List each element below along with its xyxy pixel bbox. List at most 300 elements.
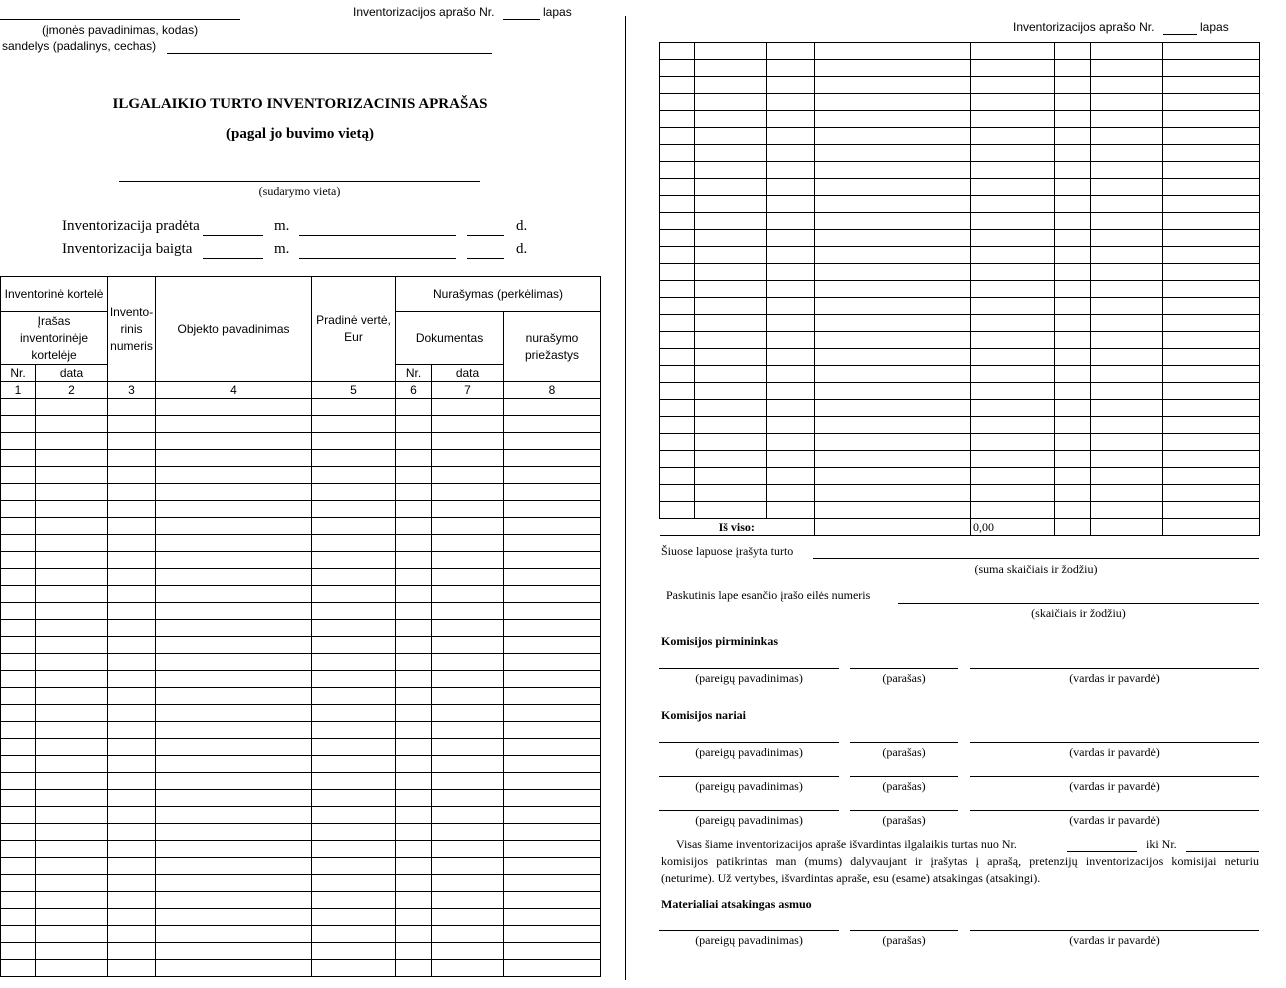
- table-cell[interactable]: [1163, 264, 1260, 281]
- table-cell[interactable]: [1055, 281, 1091, 298]
- table-cell[interactable]: [156, 739, 312, 756]
- table-cell[interactable]: [695, 366, 767, 383]
- table-cell[interactable]: [36, 875, 108, 892]
- table-cell[interactable]: [815, 315, 971, 332]
- table-cell[interactable]: [660, 264, 695, 281]
- table-cell[interactable]: [504, 824, 601, 841]
- table-cell[interactable]: [312, 739, 396, 756]
- table-cell[interactable]: [1, 518, 36, 535]
- table-cell[interactable]: [432, 807, 504, 824]
- table-cell[interactable]: [1091, 77, 1163, 94]
- table-cell[interactable]: [108, 943, 156, 960]
- table-cell[interactable]: [156, 518, 312, 535]
- table-cell[interactable]: [971, 400, 1055, 417]
- table-cell[interactable]: [432, 552, 504, 569]
- table-cell[interactable]: [767, 128, 815, 145]
- name-field[interactable]: [970, 742, 1259, 743]
- table-cell[interactable]: [156, 433, 312, 450]
- table-cell[interactable]: [1091, 111, 1163, 128]
- table-cell[interactable]: [971, 230, 1055, 247]
- table-cell[interactable]: [108, 620, 156, 637]
- table-cell[interactable]: [312, 569, 396, 586]
- table-cell[interactable]: [156, 807, 312, 824]
- table-cell[interactable]: [432, 773, 504, 790]
- table-cell[interactable]: [1, 960, 36, 977]
- table-cell[interactable]: [1, 586, 36, 603]
- table-cell[interactable]: [312, 909, 396, 926]
- table-cell[interactable]: [1055, 417, 1091, 434]
- table-cell[interactable]: [312, 535, 396, 552]
- table-cell[interactable]: [396, 484, 432, 501]
- table-cell[interactable]: [815, 434, 971, 451]
- table-cell[interactable]: [767, 485, 815, 502]
- table-cell[interactable]: [312, 552, 396, 569]
- table-cell[interactable]: [156, 450, 312, 467]
- table-cell[interactable]: [660, 111, 695, 128]
- table-cell[interactable]: [396, 569, 432, 586]
- name-field[interactable]: [970, 810, 1259, 811]
- table-cell[interactable]: [504, 416, 601, 433]
- table-cell[interactable]: [1055, 196, 1091, 213]
- table-cell[interactable]: [312, 824, 396, 841]
- table-cell[interactable]: [396, 637, 432, 654]
- table-cell[interactable]: [1, 756, 36, 773]
- inv-nr-field[interactable]: [503, 19, 540, 20]
- table-cell[interactable]: [36, 960, 108, 977]
- table-cell[interactable]: [1091, 298, 1163, 315]
- table-cell[interactable]: [504, 705, 601, 722]
- table-cell[interactable]: [432, 569, 504, 586]
- table-cell[interactable]: [312, 433, 396, 450]
- table-cell[interactable]: [1055, 434, 1091, 451]
- table-cell[interactable]: [1055, 451, 1091, 468]
- table-cell[interactable]: [1055, 468, 1091, 485]
- table-cell[interactable]: [396, 943, 432, 960]
- name-field[interactable]: [970, 776, 1259, 777]
- table-cell[interactable]: [36, 671, 108, 688]
- table-cell[interactable]: [767, 94, 815, 111]
- table-cell[interactable]: [1091, 332, 1163, 349]
- signature-field[interactable]: [850, 930, 958, 931]
- table-cell[interactable]: [312, 722, 396, 739]
- last-entry-field[interactable]: [898, 603, 1259, 604]
- table-cell[interactable]: [36, 739, 108, 756]
- table-cell[interactable]: [108, 552, 156, 569]
- table-cell[interactable]: [1163, 417, 1260, 434]
- position-field[interactable]: [659, 668, 839, 669]
- table-cell[interactable]: [156, 756, 312, 773]
- table-cell[interactable]: [504, 552, 601, 569]
- table-cell[interactable]: [396, 858, 432, 875]
- table-cell[interactable]: [971, 468, 1055, 485]
- table-cell[interactable]: [432, 824, 504, 841]
- table-cell[interactable]: [815, 60, 971, 77]
- table-cell[interactable]: [312, 654, 396, 671]
- table-cell[interactable]: [767, 366, 815, 383]
- table-cell[interactable]: [504, 535, 601, 552]
- table-cell[interactable]: [1055, 43, 1091, 60]
- table-cell[interactable]: [971, 60, 1055, 77]
- table-cell[interactable]: [36, 841, 108, 858]
- table-cell[interactable]: [1163, 468, 1260, 485]
- table-cell[interactable]: [156, 824, 312, 841]
- table-cell[interactable]: [312, 858, 396, 875]
- table-cell[interactable]: [504, 586, 601, 603]
- table-cell[interactable]: [1163, 247, 1260, 264]
- table-cell[interactable]: [432, 841, 504, 858]
- table-cell[interactable]: [767, 111, 815, 128]
- table-cell[interactable]: [660, 434, 695, 451]
- table-cell[interactable]: [396, 620, 432, 637]
- name-field[interactable]: [970, 668, 1259, 669]
- table-cell[interactable]: [767, 145, 815, 162]
- table-cell[interactable]: [1091, 128, 1163, 145]
- table-cell[interactable]: [432, 943, 504, 960]
- table-cell[interactable]: [396, 892, 432, 909]
- table-cell[interactable]: [156, 875, 312, 892]
- table-cell[interactable]: [695, 349, 767, 366]
- table-cell[interactable]: [36, 433, 108, 450]
- table-cell[interactable]: [312, 756, 396, 773]
- table-cell[interactable]: [971, 298, 1055, 315]
- table-cell[interactable]: [108, 960, 156, 977]
- table-cell[interactable]: [1091, 349, 1163, 366]
- table-cell[interactable]: [36, 909, 108, 926]
- signature-field[interactable]: [850, 668, 958, 669]
- table-cell[interactable]: [1055, 332, 1091, 349]
- table-cell[interactable]: [767, 315, 815, 332]
- table-cell[interactable]: [312, 892, 396, 909]
- table-cell[interactable]: [1163, 43, 1260, 60]
- table-cell[interactable]: [396, 722, 432, 739]
- table-cell[interactable]: [1163, 179, 1260, 196]
- table-cell[interactable]: [815, 502, 971, 519]
- table-cell[interactable]: [767, 230, 815, 247]
- table-cell[interactable]: [1163, 400, 1260, 417]
- table-cell[interactable]: [312, 841, 396, 858]
- table-cell[interactable]: [660, 485, 695, 502]
- table-cell[interactable]: [432, 433, 504, 450]
- table-cell[interactable]: [1, 943, 36, 960]
- table-cell[interactable]: [767, 43, 815, 60]
- table-cell[interactable]: [1091, 502, 1163, 519]
- table-cell[interactable]: [660, 230, 695, 247]
- table-cell[interactable]: [156, 501, 312, 518]
- table-cell[interactable]: [815, 417, 971, 434]
- table-cell[interactable]: [815, 349, 971, 366]
- table-cell[interactable]: [695, 196, 767, 213]
- table-cell[interactable]: [1091, 383, 1163, 400]
- table-cell[interactable]: [1, 858, 36, 875]
- table-cell[interactable]: [815, 145, 971, 162]
- table-cell[interactable]: [815, 196, 971, 213]
- table-cell[interactable]: [695, 94, 767, 111]
- table-cell[interactable]: [1091, 264, 1163, 281]
- table-cell[interactable]: [36, 552, 108, 569]
- table-cell[interactable]: [767, 162, 815, 179]
- table-cell[interactable]: [660, 247, 695, 264]
- table-cell[interactable]: [396, 501, 432, 518]
- started-year-field[interactable]: [203, 235, 263, 236]
- table-cell[interactable]: [1055, 213, 1091, 230]
- table-cell[interactable]: [504, 739, 601, 756]
- table-cell[interactable]: [1, 722, 36, 739]
- table-cell[interactable]: [108, 722, 156, 739]
- table-cell[interactable]: [1, 824, 36, 841]
- table-cell[interactable]: [36, 722, 108, 739]
- table-cell[interactable]: [432, 705, 504, 722]
- table-cell[interactable]: [156, 586, 312, 603]
- table-cell[interactable]: [396, 807, 432, 824]
- table-cell[interactable]: [396, 433, 432, 450]
- table-cell[interactable]: [1, 926, 36, 943]
- table-cell[interactable]: [108, 484, 156, 501]
- table-cell[interactable]: [156, 858, 312, 875]
- table-cell[interactable]: [156, 399, 312, 416]
- table-cell[interactable]: [108, 467, 156, 484]
- table-cell[interactable]: [396, 518, 432, 535]
- table-cell[interactable]: [1163, 315, 1260, 332]
- table-cell[interactable]: [156, 603, 312, 620]
- table-cell[interactable]: [312, 450, 396, 467]
- table-cell[interactable]: [504, 654, 601, 671]
- table-cell[interactable]: [971, 264, 1055, 281]
- table-cell[interactable]: [396, 926, 432, 943]
- table-cell[interactable]: [504, 620, 601, 637]
- table-cell[interactable]: [971, 451, 1055, 468]
- table-cell[interactable]: [432, 416, 504, 433]
- table-cell[interactable]: [767, 77, 815, 94]
- table-cell[interactable]: [36, 484, 108, 501]
- table-cell[interactable]: [767, 502, 815, 519]
- table-cell[interactable]: [432, 671, 504, 688]
- table-cell[interactable]: [396, 790, 432, 807]
- table-cell[interactable]: [432, 960, 504, 977]
- statement-from-field[interactable]: [1067, 851, 1137, 852]
- table-cell[interactable]: [971, 315, 1055, 332]
- table-cell[interactable]: [312, 586, 396, 603]
- started-day-field[interactable]: [467, 235, 504, 236]
- table-cell[interactable]: [36, 926, 108, 943]
- table-cell[interactable]: [36, 416, 108, 433]
- table-cell[interactable]: [108, 416, 156, 433]
- table-cell[interactable]: [815, 162, 971, 179]
- table-cell[interactable]: [1, 773, 36, 790]
- table-cell[interactable]: [156, 790, 312, 807]
- table-cell[interactable]: [432, 518, 504, 535]
- table-cell[interactable]: [108, 807, 156, 824]
- table-cell[interactable]: [971, 247, 1055, 264]
- table-cell[interactable]: [815, 264, 971, 281]
- table-cell[interactable]: [396, 552, 432, 569]
- table-cell[interactable]: [660, 400, 695, 417]
- table-cell[interactable]: [1055, 179, 1091, 196]
- table-cell[interactable]: [660, 349, 695, 366]
- table-cell[interactable]: [767, 196, 815, 213]
- table-cell[interactable]: [1055, 162, 1091, 179]
- table-cell[interactable]: [396, 773, 432, 790]
- table-cell[interactable]: [1091, 315, 1163, 332]
- position-field[interactable]: [659, 810, 839, 811]
- table-cell[interactable]: [156, 705, 312, 722]
- table-cell[interactable]: [36, 892, 108, 909]
- table-cell[interactable]: [767, 417, 815, 434]
- table-cell[interactable]: [695, 145, 767, 162]
- table-cell[interactable]: [432, 926, 504, 943]
- table-cell[interactable]: [36, 756, 108, 773]
- table-cell[interactable]: [971, 281, 1055, 298]
- table-cell[interactable]: [815, 179, 971, 196]
- table-cell[interactable]: [1, 569, 36, 586]
- table-cell[interactable]: [1163, 383, 1260, 400]
- table-cell[interactable]: [504, 756, 601, 773]
- table-cell[interactable]: [1055, 502, 1091, 519]
- table-cell[interactable]: [815, 485, 971, 502]
- table-cell[interactable]: [815, 332, 971, 349]
- table-cell[interactable]: [1163, 434, 1260, 451]
- place-field[interactable]: [119, 181, 480, 182]
- table-cell[interactable]: [1, 535, 36, 552]
- table-cell[interactable]: [695, 111, 767, 128]
- table-cell[interactable]: [312, 620, 396, 637]
- table-cell[interactable]: [432, 892, 504, 909]
- table-cell[interactable]: [432, 756, 504, 773]
- table-cell[interactable]: [396, 739, 432, 756]
- table-cell[interactable]: [156, 552, 312, 569]
- table-cell[interactable]: [432, 501, 504, 518]
- table-cell[interactable]: [815, 111, 971, 128]
- table-cell[interactable]: [396, 960, 432, 977]
- table-cell[interactable]: [504, 484, 601, 501]
- finished-day-field[interactable]: [467, 258, 504, 259]
- table-cell[interactable]: [1091, 94, 1163, 111]
- table-cell[interactable]: [695, 434, 767, 451]
- table-cell[interactable]: [695, 298, 767, 315]
- table-cell[interactable]: [767, 264, 815, 281]
- table-cell[interactable]: [660, 94, 695, 111]
- table-cell[interactable]: [815, 77, 971, 94]
- table-cell[interactable]: [695, 128, 767, 145]
- table-cell[interactable]: [504, 790, 601, 807]
- table-cell[interactable]: [36, 654, 108, 671]
- table-cell[interactable]: [660, 332, 695, 349]
- table-cell[interactable]: [1055, 247, 1091, 264]
- table-cell[interactable]: [396, 535, 432, 552]
- table-cell[interactable]: [504, 943, 601, 960]
- table-cell[interactable]: [815, 128, 971, 145]
- table-cell[interactable]: [312, 671, 396, 688]
- table-cell[interactable]: [432, 688, 504, 705]
- table-cell[interactable]: [396, 688, 432, 705]
- table-cell[interactable]: [660, 179, 695, 196]
- table-cell[interactable]: [971, 213, 1055, 230]
- table-cell[interactable]: [432, 909, 504, 926]
- table-cell[interactable]: [36, 501, 108, 518]
- table-cell[interactable]: [660, 451, 695, 468]
- table-cell[interactable]: [108, 773, 156, 790]
- table-cell[interactable]: [36, 603, 108, 620]
- table-cell[interactable]: [156, 773, 312, 790]
- table-cell[interactable]: [1, 841, 36, 858]
- table-cell[interactable]: [1, 892, 36, 909]
- table-cell[interactable]: [108, 671, 156, 688]
- table-cell[interactable]: [156, 926, 312, 943]
- table-cell[interactable]: [504, 501, 601, 518]
- table-cell[interactable]: [1055, 128, 1091, 145]
- table-cell[interactable]: [1, 807, 36, 824]
- table-cell[interactable]: [108, 501, 156, 518]
- table-cell[interactable]: [1055, 400, 1091, 417]
- table-cell[interactable]: [815, 366, 971, 383]
- table-cell[interactable]: [36, 620, 108, 637]
- table-cell[interactable]: [504, 688, 601, 705]
- table-cell[interactable]: [695, 213, 767, 230]
- table-cell[interactable]: [695, 451, 767, 468]
- table-cell[interactable]: [108, 875, 156, 892]
- table-cell[interactable]: [1, 739, 36, 756]
- table-cell[interactable]: [432, 450, 504, 467]
- table-cell[interactable]: [815, 281, 971, 298]
- table-cell[interactable]: [1091, 196, 1163, 213]
- table-cell[interactable]: [815, 213, 971, 230]
- table-cell[interactable]: [396, 603, 432, 620]
- table-cell[interactable]: [971, 145, 1055, 162]
- started-month-field[interactable]: [299, 235, 456, 236]
- table-cell[interactable]: [108, 841, 156, 858]
- table-cell[interactable]: [1091, 434, 1163, 451]
- position-field[interactable]: [659, 742, 839, 743]
- table-cell[interactable]: [108, 569, 156, 586]
- table-cell[interactable]: [1, 705, 36, 722]
- table-cell[interactable]: [312, 875, 396, 892]
- table-cell[interactable]: [1091, 213, 1163, 230]
- table-cell[interactable]: [108, 858, 156, 875]
- table-cell[interactable]: [1, 399, 36, 416]
- table-cell[interactable]: [312, 773, 396, 790]
- table-cell[interactable]: [1163, 451, 1260, 468]
- table-cell[interactable]: [108, 637, 156, 654]
- table-cell[interactable]: [432, 637, 504, 654]
- table-cell[interactable]: [660, 128, 695, 145]
- table-cell[interactable]: [504, 841, 601, 858]
- table-cell[interactable]: [1, 875, 36, 892]
- table-cell[interactable]: [660, 43, 695, 60]
- table-cell[interactable]: [156, 909, 312, 926]
- table-cell[interactable]: [396, 875, 432, 892]
- table-cell[interactable]: [1163, 485, 1260, 502]
- table-cell[interactable]: [1091, 162, 1163, 179]
- table-cell[interactable]: [1163, 366, 1260, 383]
- table-cell[interactable]: [1091, 60, 1163, 77]
- table-cell[interactable]: [1055, 111, 1091, 128]
- warehouse-field[interactable]: [167, 53, 492, 54]
- table-cell[interactable]: [971, 332, 1055, 349]
- table-cell[interactable]: [396, 671, 432, 688]
- table-cell[interactable]: [695, 383, 767, 400]
- table-cell[interactable]: [156, 841, 312, 858]
- table-cell[interactable]: [695, 230, 767, 247]
- table-cell[interactable]: [695, 315, 767, 332]
- table-cell[interactable]: [504, 722, 601, 739]
- table-cell[interactable]: [36, 450, 108, 467]
- table-cell[interactable]: [660, 468, 695, 485]
- table-cell[interactable]: [432, 875, 504, 892]
- table-cell[interactable]: [312, 705, 396, 722]
- table-cell[interactable]: [1091, 247, 1163, 264]
- table-cell[interactable]: [36, 518, 108, 535]
- table-cell[interactable]: [660, 281, 695, 298]
- table-cell[interactable]: [1091, 366, 1163, 383]
